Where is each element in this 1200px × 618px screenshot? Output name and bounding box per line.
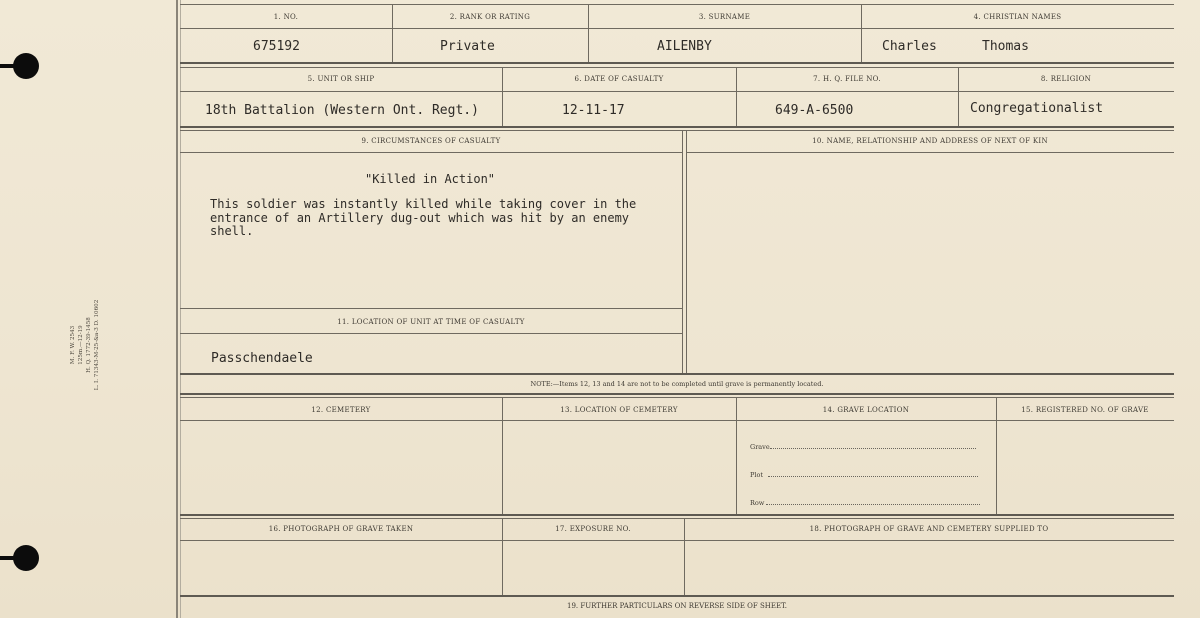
section9-top-rule [180,130,1174,131]
row12-header-rule [180,420,1174,421]
grave-label: Grave [750,443,770,451]
circumstances-line-2: entrance of an Artillery dug-out which was hit by an enemy [210,210,630,225]
section11-header-rule [180,333,682,334]
note-top-rule [180,373,1174,375]
surname-value: AILENBY [657,39,712,54]
circumstances-text [210,198,680,239]
header-registered-no: 15. REGISTERED NO. OF GRAVE [1021,406,1149,414]
circumstances-line-3: shell. [210,224,254,238]
rank-value: Private [440,39,495,54]
header-unit: 5. UNIT OR SHIP [307,75,375,83]
punch-hole-bottom-stub [0,556,16,560]
plot-dotted-line [768,476,978,477]
row12-divider-3 [996,397,997,514]
imprint-line-4: L. I. 71343-M-25-&a-3 D. 10602 [94,299,100,391]
date-value: 12-11-17 [562,103,625,118]
row2-top-rule [180,67,1174,68]
header-date: 6. DATE OF CASUALTY [574,75,664,83]
row1-header-rule [180,28,1174,29]
plot-label: Plot [750,471,763,479]
row12-divider-1 [502,397,503,514]
row12-bottom-rule [180,514,1174,516]
imprint-line-2: 125m.—12-19 [78,325,84,365]
header-exposure: 17. EXPOSURE NO. [555,525,631,533]
punch-hole-bottom [13,545,39,571]
row16-top-rule [180,518,1174,519]
margin-rule [176,0,178,618]
grave-note: NOTE:—Items 12, 13 and 14 are not to be completed until grave is permanently located. [530,380,824,388]
row2-bottom-rule [180,126,1174,128]
unit-value: 18th Battalion (Western Ont. Regt.) [205,103,479,118]
header-christian-names: 4. CHRISTIAN NAMES [973,13,1062,21]
header-surname: 3. SURNAME [698,13,751,21]
grave-dotted-line [770,448,976,449]
header-cemetery: 12. CEMETERY [311,406,371,414]
section10-left-border [686,130,687,373]
row-dotted-line [766,504,980,505]
punch-hole-top [13,53,39,79]
row1-bottom-rule [180,62,1174,64]
christian-name-second: Thomas [982,39,1029,54]
imprint-line-1: M. F. W. 2543 [70,325,76,365]
further-particulars: 19. FURTHER PARTICULARS ON REVERSE SIDE OF SHEET. [567,602,787,610]
imprint-line-3: H. Q. 1772-39-1458 [86,317,92,373]
section9-header-rule-left [180,152,682,153]
section9-right-border [682,130,683,373]
header-location: 11. LOCATION OF UNIT AT TIME OF CASUALTY [337,318,525,326]
service-number: 675192 [253,39,300,54]
hq-file-value: 649-A-6500 [775,103,854,118]
header-grave-location: 14. GRAVE LOCATION [822,406,910,414]
circumstances-title: "Killed in Action" [364,172,496,186]
printer-imprint [69,265,101,425]
circumstances-line-1: This soldier was instantly killed while taking cover in the [210,197,637,211]
row16-bottom-rule [180,595,1174,597]
row12-top-rule [180,397,1174,398]
row16-header-rule [180,540,1174,541]
header-photo-taken: 16. PHOTOGRAPH OF GRAVE TAKEN [268,525,414,533]
header-hq-file: 7. H. Q. FILE NO. [813,75,881,83]
section10-header-rule [686,152,1174,153]
header-circumstances: 9. CIRCUMSTANCES OF CASUALTY [361,137,501,145]
row2-header-rule [180,91,1174,92]
religion-value: Congregationalist [970,101,1104,116]
christian-name-first: Charles [882,39,937,54]
row1-top-rule [180,4,1174,5]
header-photo-supplied: 18. PHOTOGRAPH OF GRAVE AND CEMETERY SUPPLIED TO [809,525,1049,533]
punch-hole-top-stub [0,64,16,68]
header-cemetery-location: 13. LOCATION OF CEMETERY [560,406,678,414]
header-religion: 8. RELIGION [1040,75,1092,83]
location-value: Passchendaele [211,351,313,366]
section11-top-rule [180,308,682,309]
header-no: 1. NO. [273,13,299,21]
header-rank: 2. RANK OR RATING [449,13,531,21]
row12-divider-2 [736,397,737,514]
row-label: Row [750,499,765,507]
header-next-of-kin: 10. NAME, RELATIONSHIP AND ADDRESS OF NEXT OF KIN [812,137,1048,145]
note-bottom-rule [180,393,1174,395]
